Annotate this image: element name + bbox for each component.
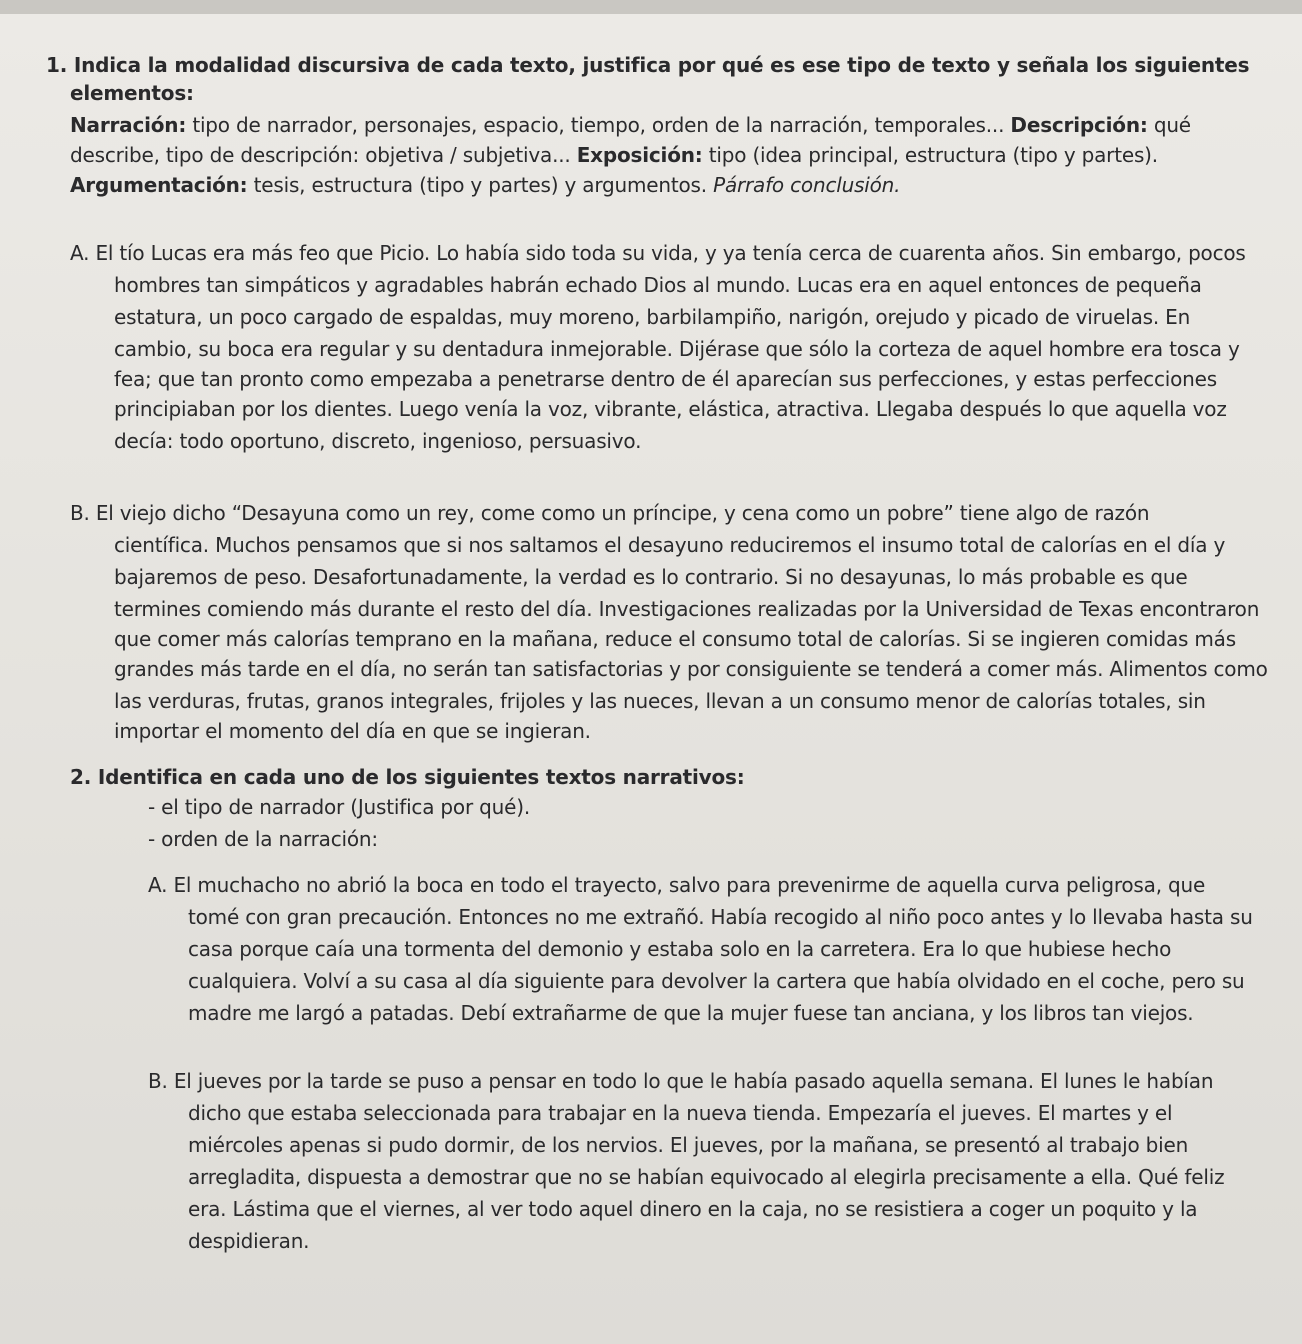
ex2-a-line: tomé con gran precaución. Entonces no me extrañó. Había recogido al niño poco antes y lo llevaba hasta su — [188, 905, 1253, 929]
ex2-bullet-orden: - orden de la narración: — [148, 827, 378, 851]
ex1-a-line: cambio, su boca era regular y su dentadura inmejorable. Dijérase que sólo la corteza de aquel hombre era tosca y — [114, 337, 1240, 361]
exposicion-label: Exposición: — [576, 143, 703, 167]
descripcion-text-2: describe, tipo de descripción: objetiva / subjetiva... — [70, 143, 577, 167]
ex1-a-line: principiaban por los dientes. Luego venía la voz, vibrante, elástica, atractiva. Llegaba después lo que aquella voz — [114, 397, 1227, 421]
argumentacion-label: Argumentación: — [70, 173, 248, 197]
argumentacion-text: tesis, estructura (tipo y partes) y argumentos. — [247, 173, 714, 197]
ex2-b-line: era. Lástima que el viernes, al ver todo aquel dinero en la caja, no se resistiera a coger un poquito y la — [188, 1197, 1198, 1221]
ex1-a-line: A. El tío Lucas era más feo que Picio. Lo había sido toda su vida, y ya tenía cerca de cuarenta años. Sin embargo, pocos — [70, 241, 1246, 265]
ex2-b-line: dicho que estaba seleccionada para trabajar en la nueva tienda. Empezaría el jueves. El martes y el — [188, 1101, 1173, 1125]
ex1-b-line: que comer más calorías temprano en la mañana, reduce el consumo total de calorías. Si se ingieren comidas más — [114, 627, 1236, 651]
ex1-title-line-2: elementos: — [70, 81, 194, 105]
ex2-b-line: despidieran. — [188, 1229, 310, 1253]
ex1-a-line: estatura, un poco cargado de espaldas, muy moreno, barbilampiño, narigón, orejudo y picado de viruelas. En — [114, 305, 1191, 329]
ex2-b-line: B. El jueves por la tarde se puso a pensar en todo lo que le había pasado aquella semana. El lunes le habían — [148, 1069, 1214, 1093]
ex1-b-line: las verduras, frutas, granos integrales, frijoles y las nueces, llevan a un consumo menor de calorías totales, sin — [114, 689, 1206, 713]
parrafo-conclusion: Párrafo conclusión. — [713, 173, 901, 197]
ex1-argumentacion-line — [70, 172, 900, 198]
ex1-a-line: fea; que tan pronto como empezaba a penetrarse dentro de él aparecían sus perfecciones, y estas perfecciones — [114, 367, 1217, 391]
ex2-a-line: madre me largó a patadas. Debí extrañarme de que la mujer fuese tan anciana, y los libros tan viejos. — [188, 1001, 1194, 1025]
exposicion-text: tipo (idea principal, estructura (tipo y partes). — [702, 143, 1158, 167]
ex1-narracion-line — [70, 112, 1191, 138]
ex1-title-line-1: 1. Indica la modalidad discursiva de cada texto, justifica por qué es ese tipo de texto y señala los siguientes — [46, 53, 1250, 77]
ex1-b-line: grandes más tarde en el día, no serán tan satisfactorias y por consiguiente se tenderá a comer más. Alimentos como — [114, 657, 1268, 681]
ex2-b-line: arregladita, dispuesta a demostrar que no se habían equivocado al elegirla precisamente a ella. Qué feliz — [188, 1165, 1225, 1189]
ex2-a-line: A. El muchacho no abrió la boca en todo el trayecto, salvo para prevenirme de aquella curva peligrosa, que — [148, 873, 1206, 897]
ex2-title: 2. Identifica en cada uno de los siguientes textos narrativos: — [70, 765, 745, 789]
ex2-a-line: casa porque caía una tormenta del demonio y estaba solo en la carretera. Era lo que hubiese hecho — [188, 937, 1172, 961]
ex1-a-line: hombres tan simpáticos y agradables habrán echado Dios al mundo. Lucas era en aquel entonces de pequeña — [114, 273, 1202, 297]
ex1-b-line: importar el momento del día en que se ingieran. — [114, 719, 591, 743]
ex1-a-line: decía: todo oportuno, discreto, ingenioso, persuasivo. — [114, 429, 642, 453]
ex1-b-line: científica. Muchos pensamos que si nos saltamos el desayuno reduciremos el insumo total de calorías en el día y — [114, 533, 1226, 557]
ex2-b-line: miércoles apenas si pudo dormir, de los nervios. El jueves, por la mañana, se presentó al trabajo bien — [188, 1133, 1189, 1157]
narracion-label: Narración: — [70, 113, 187, 137]
descripcion-label: Descripción: — [1010, 113, 1148, 137]
ex1-b-line: B. El viejo dicho “Desayuna como un rey, come como un príncipe, y cena como un pobre” tiene algo de razón — [70, 501, 1150, 525]
narracion-text: tipo de narrador, personajes, espacio, tiempo, orden de la narración, temporales... — [186, 113, 1011, 137]
ex1-b-line: termines comiendo más durante el resto del día. Investigaciones realizadas por la Universidad de Texas encontraron — [114, 597, 1260, 621]
descripcion-text-1: qué — [1147, 113, 1191, 137]
ex1-b-line: bajaremos de peso. Desafortunadamente, la verdad es lo contrario. Si no desayunas, lo más probable es que — [114, 565, 1188, 589]
ex2-a-line: cualquiera. Volví a su casa al día siguiente para devolver la cartera que había olvidado en el coche, pero su — [188, 969, 1245, 993]
ex1-descripcion-line — [70, 142, 1158, 168]
ex2-bullet-narrador: - el tipo de narrador (Justifica por qué). — [148, 795, 530, 819]
